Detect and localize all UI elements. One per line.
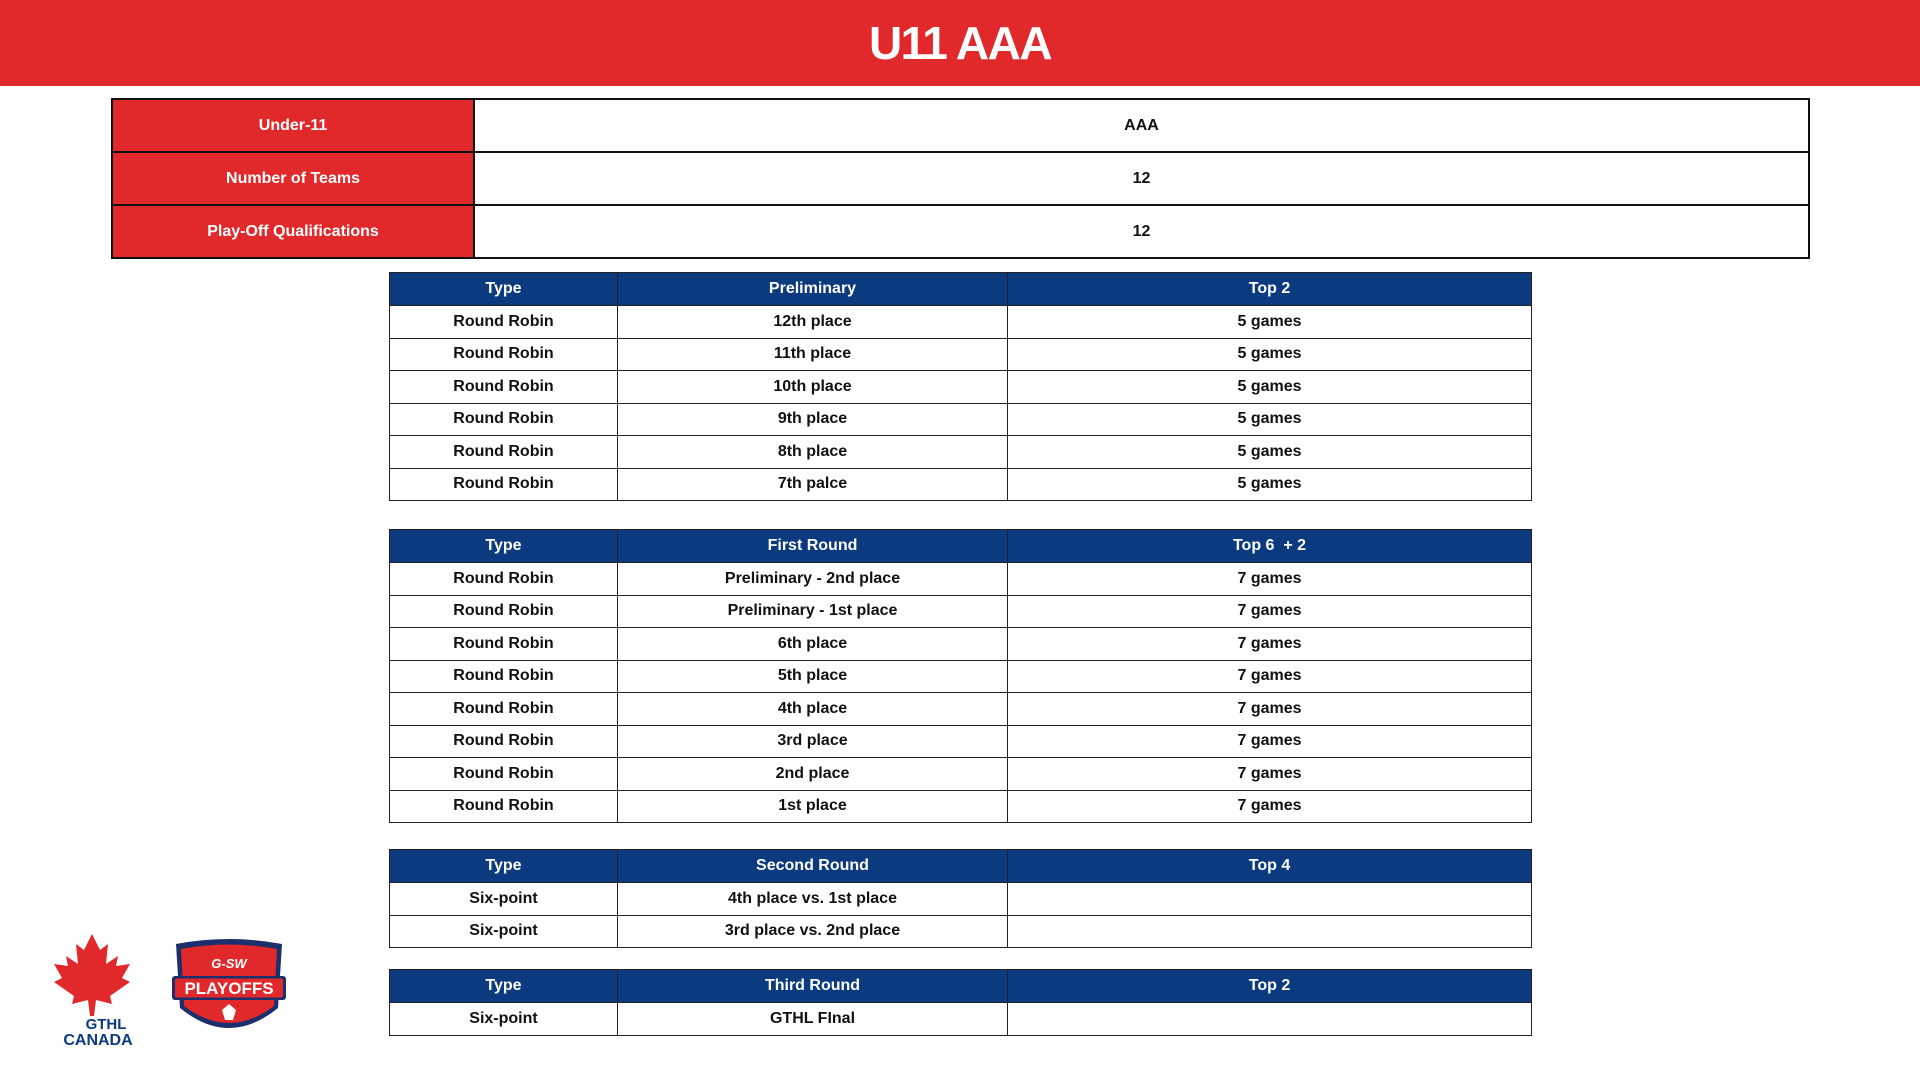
table-cell: 5 games [1008, 403, 1532, 436]
table-cell: Round Robin [390, 660, 618, 693]
table-cell: 9th place [618, 403, 1008, 436]
table-cell: Round Robin [390, 403, 618, 436]
column-header: Top 4 [1008, 850, 1532, 883]
table-cell: Round Robin [390, 758, 618, 791]
table-row [390, 725, 1532, 758]
info-value: 12 [474, 205, 1809, 258]
table-cell: 7 games [1008, 595, 1532, 628]
info-label: Under-11 [112, 99, 474, 152]
table-row [390, 758, 1532, 791]
table-cell: 6th place [618, 628, 1008, 661]
table-cell: GTHL FInal [618, 1003, 1008, 1036]
first-round-table [389, 529, 1532, 823]
table-row [390, 338, 1532, 371]
table-row [390, 306, 1532, 339]
second-round-table [389, 849, 1532, 948]
table-cell: 7 games [1008, 628, 1532, 661]
table-row [390, 595, 1532, 628]
table-cell: Round Robin [390, 468, 618, 501]
table-cell: Preliminary - 1st place [618, 595, 1008, 628]
table-header-row [390, 970, 1532, 1003]
column-header: Type [390, 530, 618, 563]
preliminary-round-table [389, 272, 1532, 501]
table-row [390, 403, 1532, 436]
title-banner [0, 0, 1920, 86]
column-header: Top 2 [1008, 970, 1532, 1003]
table-cell: Round Robin [390, 693, 618, 726]
table-cell: Round Robin [390, 338, 618, 371]
table-cell: 4th place [618, 693, 1008, 726]
column-header: Top 2 [1008, 273, 1532, 306]
table-cell: 11th place [618, 338, 1008, 371]
table-header-row [390, 530, 1532, 563]
table-cell: 5th place [618, 660, 1008, 693]
page-title: U11 AAA [868, 17, 1052, 69]
column-header: Third Round [618, 970, 1008, 1003]
table-cell [1008, 883, 1532, 916]
playoffs-logo [172, 939, 286, 1028]
table-cell: Round Robin [390, 563, 618, 596]
table-cell: 5 games [1008, 436, 1532, 469]
table-cell: 7 games [1008, 660, 1532, 693]
info-value: AAA [474, 99, 1809, 152]
table-cell: 7th palce [618, 468, 1008, 501]
table-row [390, 915, 1532, 948]
gthl-logo-line2: CANADA [63, 1032, 133, 1049]
table-row [390, 371, 1532, 404]
table-cell: Round Robin [390, 436, 618, 469]
table-cell: 4th place vs. 1st place [618, 883, 1008, 916]
table-header-row [390, 850, 1532, 883]
column-header: First Round [618, 530, 1008, 563]
table-cell: Round Robin [390, 790, 618, 823]
table-cell: 3rd place [618, 725, 1008, 758]
column-header: Type [390, 970, 618, 1003]
table-cell: 3rd place vs. 2nd place [618, 915, 1008, 948]
info-row [112, 99, 1809, 152]
table-cell: Round Robin [390, 306, 618, 339]
table-row [390, 468, 1532, 501]
table-cell: 5 games [1008, 468, 1532, 501]
table-cell: 7 games [1008, 725, 1532, 758]
table-row [390, 436, 1532, 469]
column-header: Top 6 + 2 [1008, 530, 1532, 563]
gthl-canada-logo [54, 934, 133, 1049]
table-row [390, 628, 1532, 661]
column-header: Type [390, 273, 618, 306]
info-row [112, 205, 1809, 258]
table-cell: 2nd place [618, 758, 1008, 791]
table-cell: 7 games [1008, 790, 1532, 823]
table-row [390, 693, 1532, 726]
table-row [390, 1003, 1532, 1036]
table-cell: Six-point [390, 1003, 618, 1036]
table-cell: Round Robin [390, 725, 618, 758]
division-info-table [111, 98, 1810, 259]
table-cell: 10th place [618, 371, 1008, 404]
table-cell: Round Robin [390, 595, 618, 628]
logos [36, 930, 306, 1050]
table-row [390, 790, 1532, 823]
column-header: Type [390, 850, 618, 883]
gthl-logo-line1: GTHL [85, 1016, 127, 1033]
table-cell: 7 games [1008, 693, 1532, 726]
column-header: Preliminary [618, 273, 1008, 306]
table-cell: Six-point [390, 883, 618, 916]
table-cell: 8th place [618, 436, 1008, 469]
table-row [390, 883, 1532, 916]
table-row [390, 563, 1532, 596]
table-header-row [390, 273, 1532, 306]
column-header: Second Round [618, 850, 1008, 883]
table-cell: 5 games [1008, 338, 1532, 371]
table-cell [1008, 1003, 1532, 1036]
table-cell: 5 games [1008, 371, 1532, 404]
table-cell [1008, 915, 1532, 948]
table-row [390, 660, 1532, 693]
info-label: Number of Teams [112, 152, 474, 205]
table-cell: 12th place [618, 306, 1008, 339]
playoffs-logo-main: PLAYOFFS [184, 979, 274, 998]
table-cell: 1st place [618, 790, 1008, 823]
info-value: 12 [474, 152, 1809, 205]
info-row [112, 152, 1809, 205]
maple-leaf-icon [54, 934, 130, 1016]
table-cell: 7 games [1008, 758, 1532, 791]
info-label: Play-Off Qualifications [112, 205, 474, 258]
table-cell: Preliminary - 2nd place [618, 563, 1008, 596]
table-cell: 5 games [1008, 306, 1532, 339]
table-cell: Six-point [390, 915, 618, 948]
table-cell: Round Robin [390, 371, 618, 404]
table-cell: Round Robin [390, 628, 618, 661]
third-round-table [389, 969, 1532, 1036]
table-cell: 7 games [1008, 563, 1532, 596]
playoffs-logo-top: G-SW [211, 956, 247, 971]
